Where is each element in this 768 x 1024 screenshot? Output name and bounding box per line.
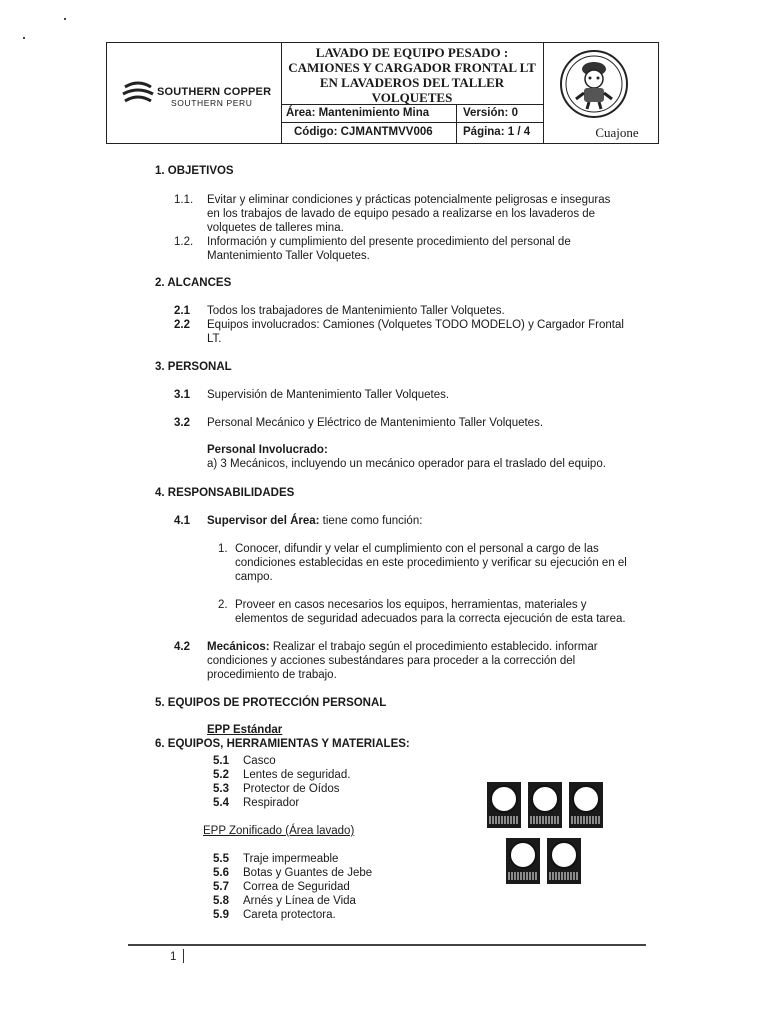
item-text: Arnés y Línea de Vida xyxy=(243,895,356,907)
head-protection-icon xyxy=(487,782,521,828)
epp-zonificado-heading: EPP Zonificado (Área lavado) xyxy=(203,825,355,837)
item-text: procedimiento de trabajo. xyxy=(207,669,337,681)
page-number: 1 xyxy=(170,951,177,963)
item-number: 3.1 xyxy=(174,389,190,401)
sub-item-text: condiciones establecidas en este procedimiento y verificar su ejecución en el xyxy=(235,557,627,569)
item-number: 5.2 xyxy=(213,769,229,781)
item-text: Careta protectora. xyxy=(243,909,336,921)
item-number: 5.3 xyxy=(213,783,229,795)
item-text: Evitar y eliminar condiciones y prácticas potencialmente peligrosas e inseguras xyxy=(207,194,611,206)
item-text: Equipos involucrados: Camiones (Volquetes TODO MODELO) y Cargador Frontal xyxy=(207,319,624,331)
section-personal-title: 3. PERSONAL xyxy=(155,361,232,373)
item-number: 2.2 xyxy=(174,319,190,331)
item-text xyxy=(207,514,422,529)
item-text: Supervisión de Mantenimiento Taller Volquetes. xyxy=(207,389,450,401)
item-number: 5.6 xyxy=(213,867,229,879)
sub-item-text: elementos de seguridad adecuados para la correcta ejecución de esta tarea. xyxy=(235,613,626,625)
item-number: 1.1. xyxy=(174,194,194,206)
boots-icon xyxy=(506,838,540,884)
sub-item-text: Proveer en casos necesarios los equipos, herramientas, materiales y xyxy=(235,599,587,611)
section-objetivos-title: 1. OBJETIVOS xyxy=(155,165,234,177)
header-divider xyxy=(281,122,543,123)
item-text: Información y cumplimiento del presente procedimiento del personal de xyxy=(207,236,571,248)
epp-standard-heading: EPP Estándar xyxy=(207,724,283,736)
item-text: volquetes de talleres mina. xyxy=(207,222,344,234)
section-equipos-title: 6. EQUIPOS, HERRAMIENTAS Y MATERIALES: xyxy=(155,738,410,750)
item-text: en los trabajos de lavado de equipo pesado a realizarse en los lavaderos de xyxy=(207,208,596,220)
item-number: 5.9 xyxy=(213,909,229,921)
sub-item-number: 2. xyxy=(218,599,228,611)
item-text xyxy=(207,640,598,655)
scan-speck xyxy=(23,37,25,39)
sub-item-text: Conocer, difundir y velar el cumplimiento con el personal a cargo de las xyxy=(235,543,599,555)
item-number: 2.1 xyxy=(174,305,190,317)
header-divider xyxy=(456,104,457,143)
item-text: Traje impermeable xyxy=(243,853,339,865)
item-number: 1.2. xyxy=(174,236,194,248)
sub-item-number: 1. xyxy=(218,543,228,555)
southern-copper-logo-icon xyxy=(121,81,155,107)
face-shield-icon xyxy=(547,838,581,884)
item-text: condiciones y acciones subestándares para proceder a la corrección del xyxy=(207,655,576,667)
version-field: Versión: 0 xyxy=(463,107,518,119)
document-header xyxy=(106,42,659,144)
item-text-rest: Realizar el trabajo según el procedimiento establecido. informar xyxy=(269,641,598,653)
safety-mascot-seal-icon xyxy=(559,49,629,119)
item-text: LT. xyxy=(207,333,222,345)
item-number: 5.8 xyxy=(213,895,229,907)
sub-item-text: campo. xyxy=(235,571,273,583)
item-number: 3.2 xyxy=(174,417,190,429)
item-text: Botas y Guantes de Jebe xyxy=(243,867,373,879)
footer-rule xyxy=(128,944,646,946)
section-responsabilidades-title: 4. RESPONSABILIDADES xyxy=(155,487,295,499)
item-text: a) 3 Mecánicos, incluyendo un mecánico operador para el traslado del equipo. xyxy=(207,458,606,470)
item-number: 5.7 xyxy=(213,881,229,893)
item-number: 4.2 xyxy=(174,641,190,653)
item-text: Todos los trabajadores de Mantenimiento Taller Volquetes. xyxy=(207,305,505,317)
item-text: Correa de Seguridad xyxy=(243,881,350,893)
item-text: Protector de Oídos xyxy=(243,783,340,795)
page-field: Página: 1 / 4 xyxy=(463,126,531,138)
item-bold-label: Mecánicos: xyxy=(207,641,270,653)
personal-involucrado-heading: Personal Involucrado: xyxy=(207,444,328,456)
item-text: Respirador xyxy=(243,797,300,809)
site-label: Cuajone xyxy=(595,125,639,140)
gloves-icon xyxy=(528,782,562,828)
item-number: 4.1 xyxy=(174,515,190,527)
company-name: SOUTHERN COPPER xyxy=(157,86,272,98)
section-alcances-title: 2. ALCANCES xyxy=(155,277,232,289)
item-text-rest: tiene como función: xyxy=(319,515,423,527)
code-field: Código: CJMANTMVV006 xyxy=(294,126,433,138)
item-number: 5.4 xyxy=(213,797,229,809)
item-number: 5.5 xyxy=(213,853,229,865)
section-epp-title: 5. EQUIPOS DE PROTECCIÓN PERSONAL xyxy=(155,697,387,709)
item-number: 5.1 xyxy=(213,755,229,767)
area-field: Área: Mantenimiento Mina xyxy=(286,107,430,119)
document-title: LAVADO DE EQUIPO PESADO : CAMIONES Y CARGADOR FRONTAL LT EN LAVADEROS DEL TALLER VOLQUETES xyxy=(288,45,536,105)
scan-speck xyxy=(64,18,66,20)
company-subname: SOUTHERN PERU xyxy=(171,98,253,108)
footer-divider xyxy=(183,949,184,963)
header-divider xyxy=(543,43,544,143)
item-text: Personal Mecánico y Eléctrico de Mantenimiento Taller Volquetes. xyxy=(207,417,544,429)
item-text: Casco xyxy=(243,755,276,767)
item-bold-label: Supervisor del Área: xyxy=(207,515,320,527)
ear-protection-icon xyxy=(569,782,603,828)
item-text: Mantenimiento Taller Volquetes. xyxy=(207,250,370,262)
item-text: Lentes de seguridad. xyxy=(243,769,351,781)
